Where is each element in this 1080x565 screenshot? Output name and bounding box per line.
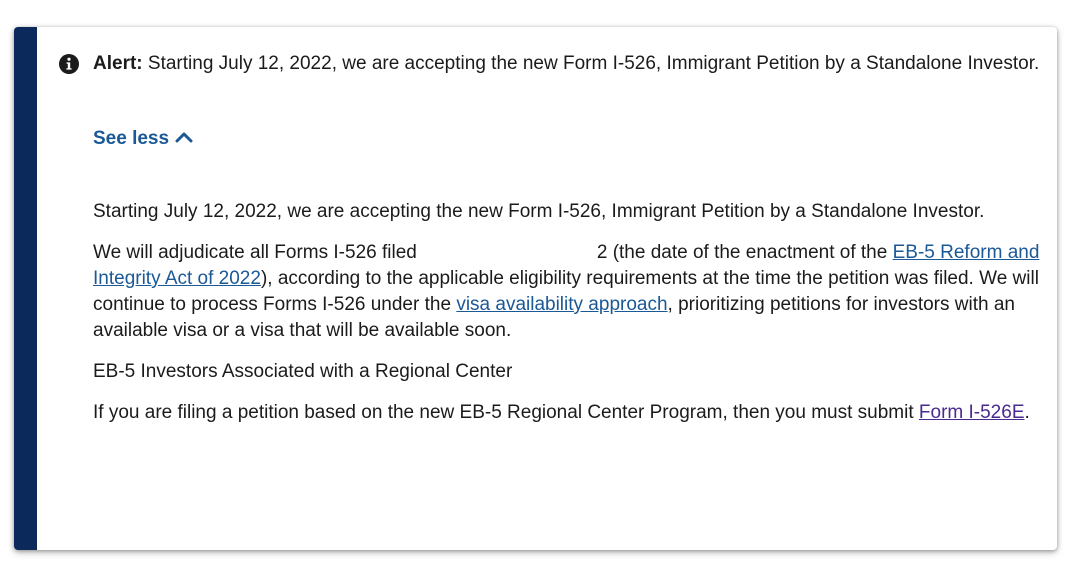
see-less-label: See less xyxy=(93,128,170,149)
chevron-up-icon xyxy=(175,131,193,143)
info-circle-icon xyxy=(59,54,79,74)
alert-headline xyxy=(93,50,1043,77)
p4-text-a: If you are filing a petition based on the new EB-5 Regional Center Program, then you must submit xyxy=(93,402,919,423)
see-less-toggle[interactable] xyxy=(93,127,193,151)
alert-headline-text: Starting July 12, 2022, we are accepting the new Form I-526, Immigrant Petition by a Standalone Investor. xyxy=(142,53,1040,74)
visa-availability-link[interactable]: visa availability approach xyxy=(456,294,668,315)
alert-body xyxy=(93,199,1043,441)
p2-text-a: We will adjudicate all Forms I-526 filed xyxy=(93,242,417,263)
body-paragraph-4 xyxy=(93,400,1043,426)
body-paragraph-3: EB-5 Investors Associated with a Regional Center xyxy=(93,361,513,382)
p4-text-b: . xyxy=(1024,402,1030,423)
alert-card xyxy=(14,27,1057,550)
p2-text-b: 2 (the date of the enactment of the xyxy=(596,242,893,263)
alert-accent-bar xyxy=(14,27,37,550)
alert-label: Alert: xyxy=(93,53,143,74)
body-paragraph-2 xyxy=(93,240,1043,344)
p2-text-c: ), according to the applicable eligibility requirements at the time the petition was filed. We will continue to process Forms I-526 under the xyxy=(93,268,1039,315)
body-paragraph-1: Starting July 12, 2022, we are accepting the new Form I-526, Immigrant Petition by a Standalone Investor. xyxy=(93,201,985,222)
eb5-act-link[interactable]: EB-5 Reform and Integrity Act of 2022 xyxy=(93,242,1040,289)
form-i526e-link[interactable]: Form I-526E xyxy=(918,402,1025,423)
p2-text-d: , prioritizing petitions for investors with an available visa or a visa that will be available soon. xyxy=(93,294,1015,341)
redacted-region xyxy=(417,242,597,262)
